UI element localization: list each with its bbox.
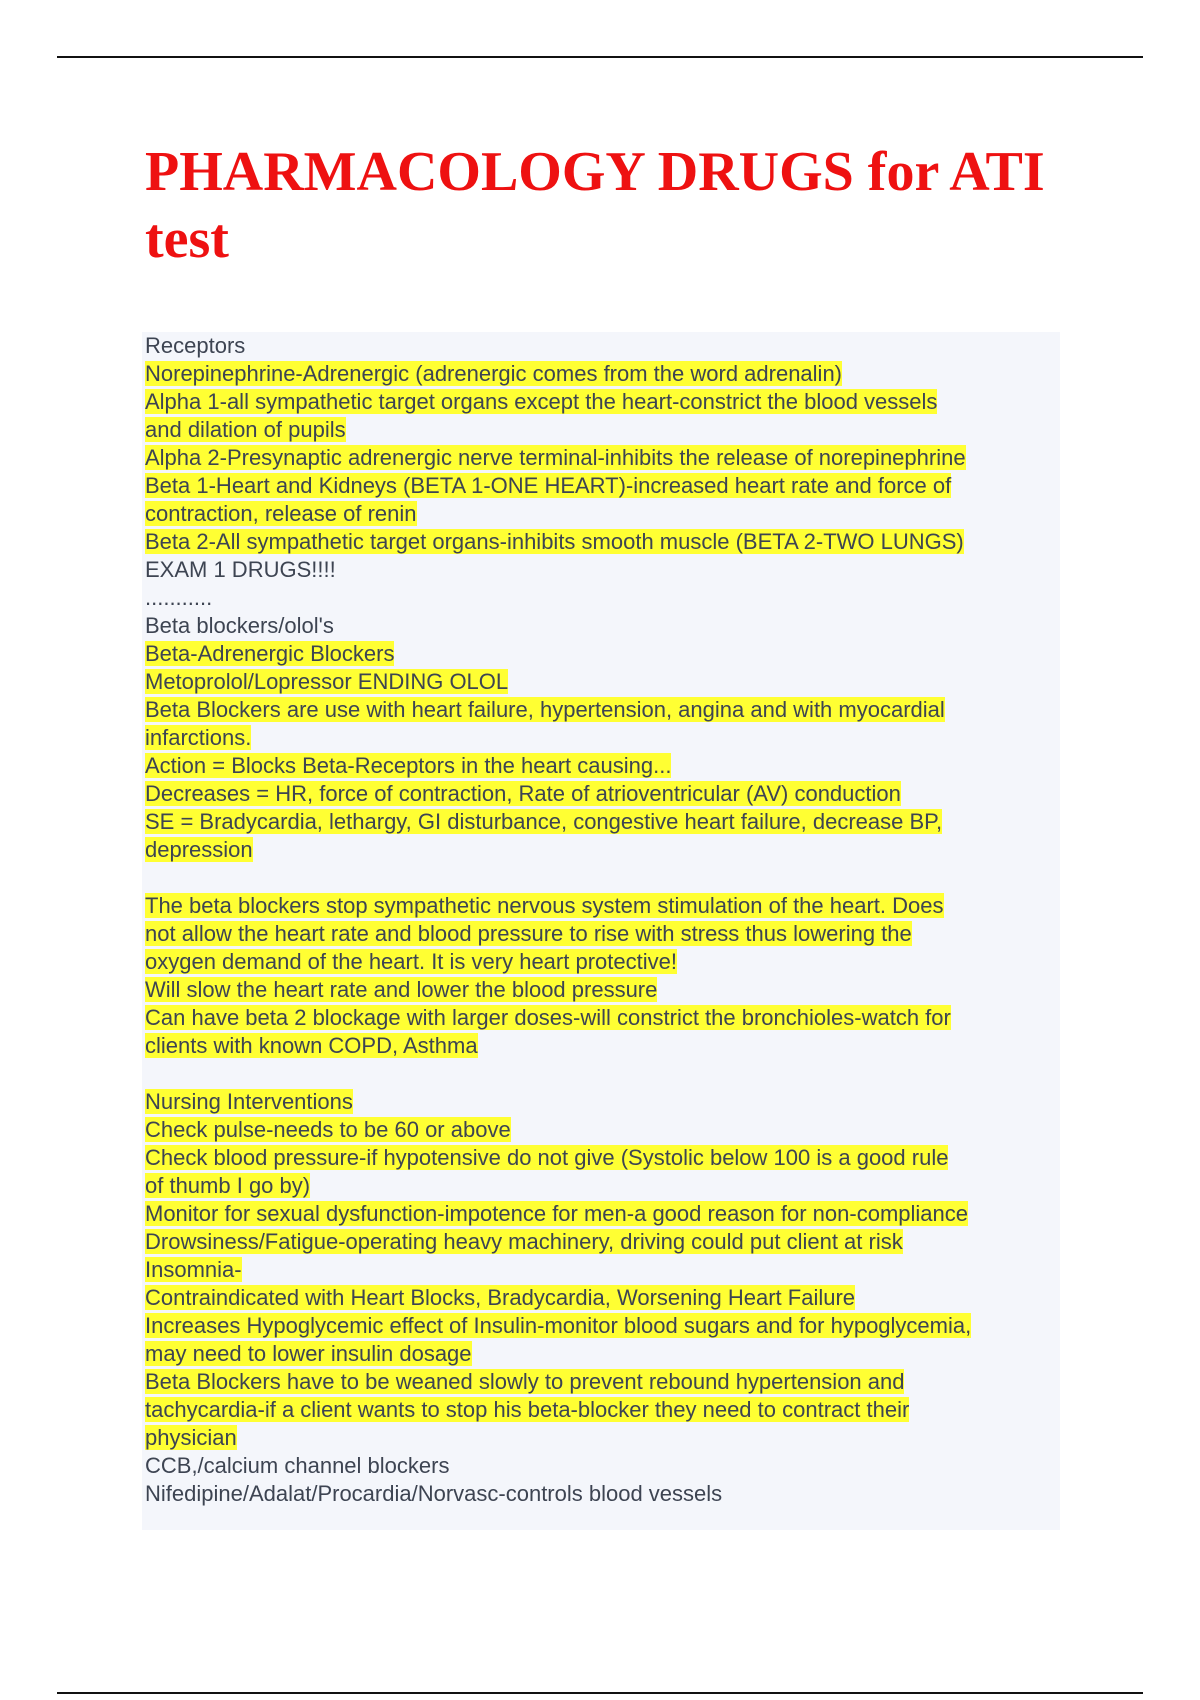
note-text: of thumb I go by) [145,1173,311,1198]
highlighted-note-line [145,808,1060,836]
note-text: not allow the heart rate and blood pressure to rise with stress thus lowering the [145,921,912,946]
note-text: Alpha 2-Presynaptic adrenergic nerve terminal-inhibits the release of norepinephrine [145,445,966,470]
note-text: contraction, release of renin [145,501,417,526]
highlighted-note-line [145,640,1060,668]
highlighted-note-line [145,836,1060,864]
note-line [145,612,1060,640]
note-text: physician [145,1425,237,1450]
highlighted-note-line [145,1256,1060,1284]
note-text: Check pulse-needs to be 60 or above [145,1117,511,1142]
highlighted-note-line [145,780,1060,808]
note-text: oxygen demand of the heart. It is very heart protective! [145,949,677,974]
highlighted-note-line [145,1172,1060,1200]
highlighted-note-line [145,1424,1060,1452]
note-line [145,556,1060,584]
note-text: Increases Hypoglycemic effect of Insulin-monitor blood sugars and for hypoglycemia, [145,1313,972,1338]
note-text: Can have beta 2 blockage with larger doses-will constrict the bronchioles-watch for [145,1005,951,1030]
note-line [145,1480,1060,1508]
note-line [145,864,1060,892]
document-title: PHARMACOLOGY DRUGS for ATI test [145,141,1045,270]
highlighted-note-line [145,948,1060,976]
note-text: Norepinephrine-Adrenergic (adrenergic comes from the word adrenalin) [145,361,843,386]
note-text: Contraindicated with Heart Blocks, Bradycardia, Worsening Heart Failure [145,1285,856,1310]
note-text: Decreases = HR, force of contraction, Rate of atrioventricular (AV) conduction [145,781,901,806]
highlighted-note-line [145,1088,1060,1116]
highlighted-note-line [145,1200,1060,1228]
highlighted-note-line [145,1368,1060,1396]
highlighted-note-line [145,528,1060,556]
highlighted-note-line [145,668,1060,696]
highlighted-note-line [145,724,1060,752]
note-text: ........... [145,585,213,610]
note-line [145,1060,1060,1088]
highlighted-note-line [145,696,1060,724]
note-text: Beta 1-Heart and Kidneys (BETA 1-ONE HEART)-increased heart rate and force of [145,473,952,498]
highlighted-note-line [145,1340,1060,1368]
highlighted-note-line [145,892,1060,920]
note-text: Beta Blockers are use with heart failure, hypertension, angina and with myocardial [145,697,945,722]
bottom-rule [57,1692,1143,1694]
note-text: may need to lower insulin dosage [145,1341,472,1366]
note-text: and dilation of pupils [145,417,346,442]
highlighted-note-line [145,1116,1060,1144]
note-text: Nifedipine/Adalat/Procardia/Norvasc-controls blood vessels [145,1481,723,1506]
note-text: The beta blockers stop sympathetic nervous system stimulation of the heart. Does [145,893,944,918]
highlighted-note-line [145,500,1060,528]
highlighted-note-line [145,1396,1060,1424]
top-rule [57,56,1143,58]
highlighted-note-line [145,360,1060,388]
note-text: Beta 2-All sympathetic target organs-inhibits smooth muscle (BETA 2-TWO LUNGS) [145,529,964,554]
highlighted-note-line [145,416,1060,444]
highlighted-note-line [145,444,1060,472]
note-text: Drowsiness/Fatigue-operating heavy machinery, driving could put client at risk [145,1229,903,1254]
highlighted-note-line [145,976,1060,1004]
note-text: Check blood pressure-if hypotensive do not give (Systolic below 100 is a good rule [145,1145,949,1170]
note-text: Beta Blockers have to be weaned slowly to prevent rebound hypertension and [145,1369,905,1394]
notes-panel [142,332,1060,1530]
note-text: SE = Bradycardia, lethargy, GI disturbance, congestive heart failure, decrease BP, [145,809,943,834]
highlighted-note-line [145,472,1060,500]
highlighted-note-line [145,1004,1060,1032]
note-text: Receptors [145,333,246,358]
note-text: Beta-Adrenergic Blockers [145,641,395,666]
note-text: Insomnia- [145,1257,242,1282]
note-text: Beta blockers/olol's [145,613,334,638]
note-text: tachycardia-if a client wants to stop his beta-blocker they need to contract their [145,1397,910,1422]
note-line [145,584,1060,612]
highlighted-note-line [145,752,1060,780]
note-line [145,1452,1060,1480]
highlighted-note-line [145,1284,1060,1312]
note-line [145,332,1060,360]
note-text: EXAM 1 DRUGS!!!! [145,557,336,582]
highlighted-note-line [145,1228,1060,1256]
note-text: Alpha 1-all sympathetic target organs except the heart-constrict the blood vessels [145,389,938,414]
highlighted-note-line [145,1032,1060,1060]
note-text: Metoprolol/Lopressor ENDING OLOL [145,669,509,694]
note-text: infarctions. [145,725,252,750]
note-text: CCB,/calcium channel blockers [145,1453,450,1478]
note-text: Monitor for sexual dysfunction-impotence for men-a good reason for non-compliance [145,1201,968,1226]
note-text: Will slow the heart rate and lower the blood pressure [145,977,658,1002]
note-text: Nursing Interventions [145,1089,353,1114]
note-text: Action = Blocks Beta-Receptors in the heart causing... [145,753,672,778]
highlighted-note-line [145,920,1060,948]
note-text: depression [145,837,253,862]
highlighted-note-line [145,1144,1060,1172]
highlighted-note-line [145,388,1060,416]
note-text: clients with known COPD, Asthma [145,1033,478,1058]
highlighted-note-line [145,1312,1060,1340]
